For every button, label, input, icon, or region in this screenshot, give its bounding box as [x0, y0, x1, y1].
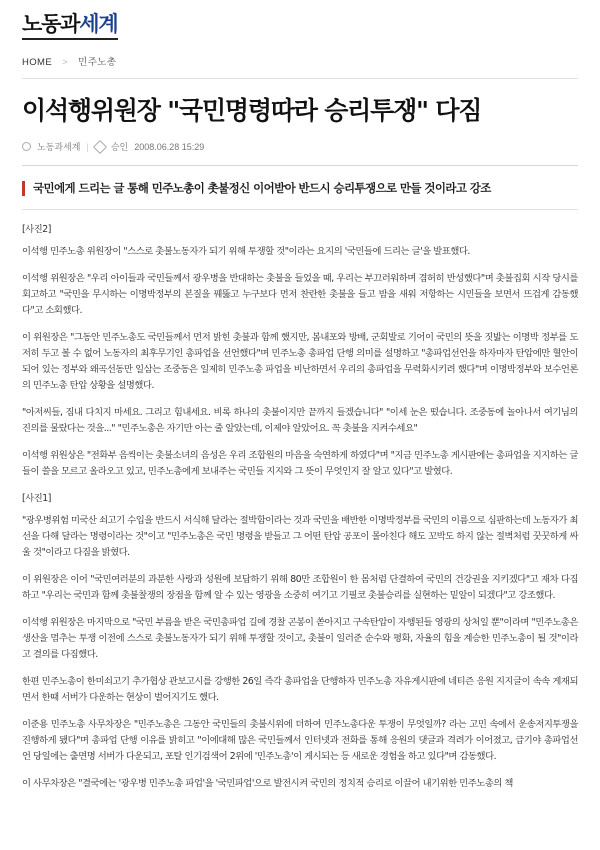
byline-author: 노동과세계	[37, 142, 81, 153]
paragraph: 한편 민주노총이 한미쇠고기 추가협상 관보고시를 강행한 26일 즉각 총파업을 단행하자 민주노총 자유게시판에 네티즌 응원 지지글이 속속 게재되면서 한때 서버가 다운하는 현상이 벌어지기도 했다.	[22, 675, 578, 703]
paragraph: [사진2]	[22, 223, 51, 235]
pencil-icon	[93, 140, 107, 154]
byline-divider: |	[86, 141, 89, 152]
byline	[0, 126, 600, 153]
breadcrumb-home[interactable]: HOME	[22, 57, 53, 68]
logo-underline	[22, 38, 118, 40]
breadcrumb-separator-icon: >	[62, 57, 69, 68]
paragraph: 이 위원장은 이어 "국민여러분의 과분한 사랑과 성원에 보답하기 위해 80만 조합원이 한 몸처럼 단결하여 국민의 건강권을 지키겠다"고 재차 다짐하고 "우리는 국민과 함께 촛불찰쟁의 장점을 함께 알 수 있는 영광을 소중히 여기고 기필코 촛불승리를 실현하는 밑알이 되겠다"고 강조했다.	[22, 573, 578, 601]
paragraph: "광우병위험 미국산 쇠고기 수입을 반드시 서식해 달라는 절박함이라는 것과 국민을 배반한 이명박정부를 국민의 이름으로 심판하는데 노동자가 최선을 다해 달라는 명령이라는 것"이고 "민주노총은 국민 명령을 받들고 그 어떤 탄압 공포이 몰아친다 해도 꼬박도 하지 않는 절벽처럼 꿋꿋하게 싸울 것"이라고 다짐을 밝혔다.	[22, 514, 578, 558]
breadcrumb-current[interactable]: 민주노총	[78, 57, 117, 68]
paragraph: "아저씨들, 짐내 다치지 마세요. 그리고 힘내세요. 비록 하나의 촛불이지만 끝까지 들겠습니다" "이세 눈은 떴습니다. 조중동에 놀아나서 여기님의 진의를 물랐다는 것을..." "민주노총은 자기만 아는 줄 알았는데, 이제야 알았어요. 꼭 촛불을 지켜수세요"	[22, 406, 578, 434]
paragraph: 이석행 위원장은 마지막으로 "국민 부름을 받은 국민총파업 길에 경찰 곤봉이 쏟아지고 구속탄압이 자행된들 영광의 상처일 뿐"이라며 "민주노총은 생산을 멈추는 투쟁 이전에 스스로 촛불노동자가 되기 위해 투쟁할 것이고, 촛불이 일러준 순수와 평화, 자율의 힘을 계승한 민주노총이 될 것"이라고 결의를 다짐했다.	[22, 616, 578, 660]
breadcrumb	[0, 46, 600, 68]
lead-wrap	[22, 180, 578, 197]
byline-timestamp: 2008.06.28 15:29	[134, 141, 205, 152]
site-logo-text-part1: 노동과	[22, 12, 80, 36]
person-icon	[22, 142, 31, 151]
article-lead: 국민에게 드리는 글 통해 민주노총이 촛불정신 이어받아 반드시 승리투쟁으로 만들 것이라고 강조	[33, 181, 491, 196]
paragraph: 이 위원장은 "그동안 민주노총도 국민들께서 먼저 밝힌 촛불과 함께 했지만, 봄내포와 방배, 군회발로 기어이 국민의 뜻을 짓밟는 이명박 정부를 도저히 두고 볼 수 없어 노동자의 최후무기인 총파업을 선언했다"며 민주노총 총파업 단행 의미를 설명하고 "총파업선언을 하자마자 탄압에만 혈안이 되어 있는 정부와 왜곡선동만 일삼는 조중동은 일제히 민주노총 파업을 비난하면서 우리의 총파업을 무력화시키려 했다"며 이명박정부와 보수언론의 민주노총 탄압 상황을 설명했다.	[22, 331, 578, 391]
paragraph: [사진1]	[22, 492, 51, 504]
byline-status: 승인	[110, 142, 129, 153]
paragraph: 이준용 민주노총 사무차장은 "민주노총은 그동안 국민들의 촛불시위에 더하여 민주노총다운 투쟁이 무엇일까? 라는 고민 속에서 운송저지투쟁을 진행하게 됐다"며 총파업 단행 이유를 밝히고 "이에대해 많은 국민들께서 인터넷과 전화를 통해 응원의 댓글과 격려가 이어졌고, 급기야 총파업선언 당일에는 출면명 서버가 다운되고, 포탈 인기검색어 2위에 '민주노총'이 게시되는 등 새로운 경험을 하고 있다"며 감동했다.	[22, 718, 578, 762]
paragraph: 이석행 위원상은 "전화부 음씩이는 촛불소녀의 음성은 우리 조합원의 마음을 숙연하게 하였다"며 "지금 민주노총 게시판에는 총파업을 지지하는 글들이 쓸을 모르고 올라오고 있고, 민주노총에게 보내주는 국민들 지지와 그 뜻이 무엇인지 잘 알고 있다"고 발혔다.	[22, 449, 578, 477]
paragraph: 이석행 위원장은 "우리 아이들과 국민들께서 광우병을 반대하는 촛불을 들었을 때, 우리는 부끄러워하며 겸허히 반성했다"며 촛불집회 시작 당시를 회고하고 "국민을 무시하는 이명박정부의 본질을 꿰뚫고 누구보다 먼저 찬란한 촛불을 들고 밤을 새워 저항하는 시민들을 보면서 뜨겁게 감동했다"고 소회했다.	[22, 272, 578, 316]
paragraph: 이석행 민주노총 위원장이 "스스로 촛불노동자가 되기 위해 투쟁할 것"이라는 요지의 '국민들에 드리는 글'을 발표했다.	[22, 245, 470, 257]
site-logo[interactable]	[22, 14, 118, 40]
page-title: 이석행위원장 "국민명령따라 승리투쟁" 다짐	[22, 96, 482, 125]
title-wrap	[0, 79, 600, 126]
site-logo-text	[22, 14, 118, 35]
divider-byline	[22, 165, 578, 166]
article-body	[0, 210, 600, 792]
paragraph: 이 사무차장은 "결국에는 '광우병 민주노총 파업'을 '국민파업'으로 발전시켜 국민의 정치적 승리로 이끌어 내기위한 민주노총의 책	[22, 777, 513, 789]
masthead	[0, 0, 600, 46]
site-logo-text-part2: 세계	[79, 12, 118, 36]
